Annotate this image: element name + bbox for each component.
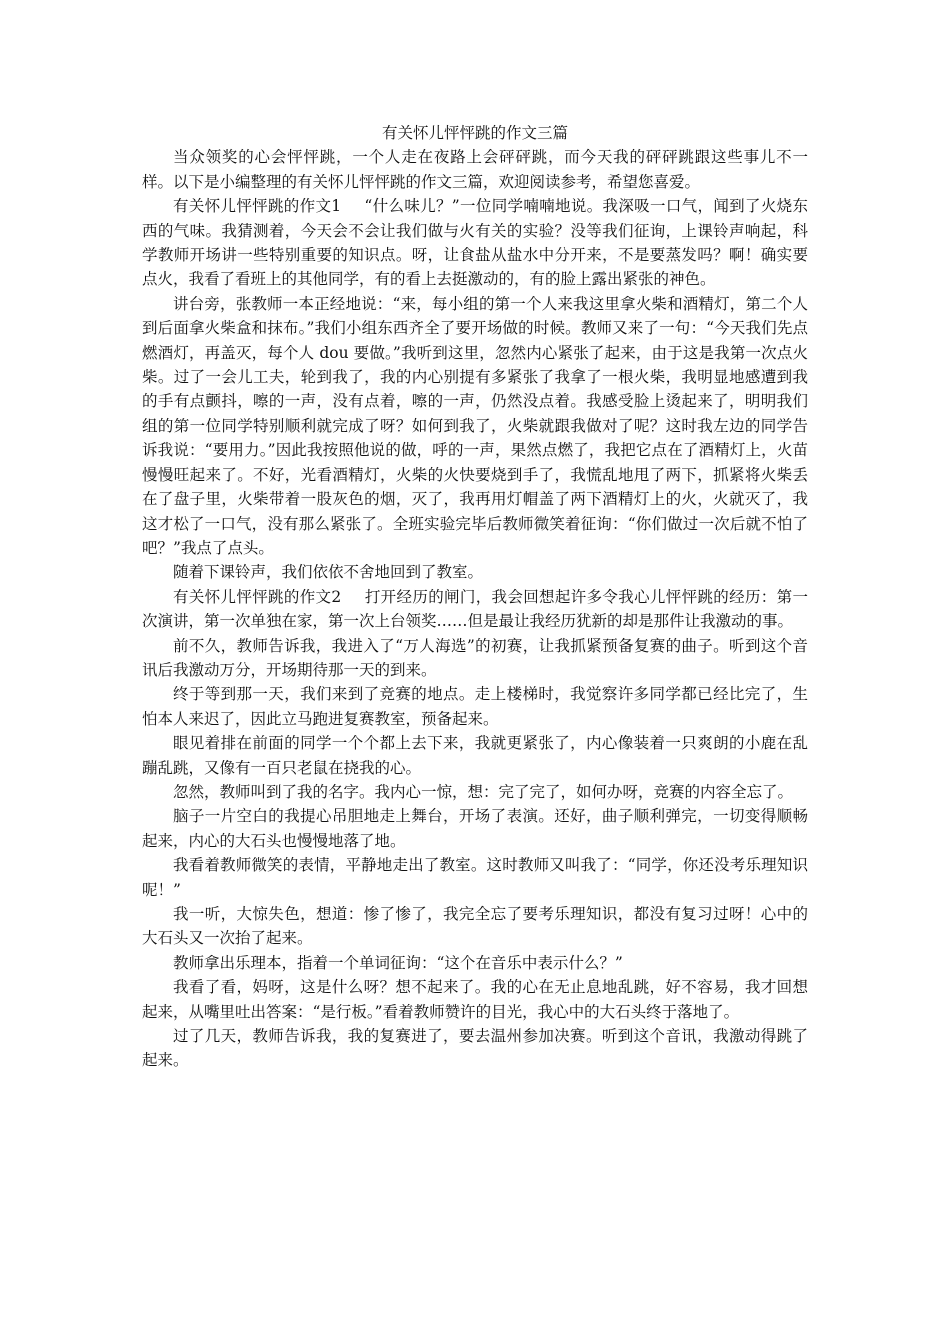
essay2-heading: 有关怀儿怦怦跳的作文2 (173, 587, 342, 606)
document-title: 有关怀儿怦怦跳的作文三篇 (381, 124, 568, 142)
essay1-paragraph: 随着下课铃声，我们依依不舍地回到了教室。 (173, 563, 484, 582)
essay2-paragraph: 眼见着排在前面的同学一个个都上去下来，我就更紧张了，内心像装着一只爽朗的小鹿在乱蹦乱跳，又像有一百只老鼠在挠我的心。 (142, 734, 808, 777)
essay1-opening-text: “什么味儿？”一位同学喃喃地说。我深吸一口气，闻到了火烧东西的气味。我猜测着，今天会不会让我们做与火有关的实验？没等我们征询，上课铃声响起，科学教师开场讲一些特别重要的知识点。呀，让食盐从盐水中分开来，不是要蒸发吗？啊！确实要点火，我看了看班上的其他同学，有的看上去挺激动的，有的脸上露出紧张的神色。 (142, 197, 808, 289)
essay2-opening-paragraph (142, 585, 808, 634)
essay2-paragraph: 前不久，教师告诉我，我进入了“万人海选”的初赛，让我抓紧预备复赛的曲子。听到这个音讯后我激动万分，开场期待那一天的到来。 (142, 636, 808, 679)
essay2-paragraph: 过了几天，教师告诉我，我的复赛进了，要去温州参加决赛。听到这个音讯，我激动得跳了起来。 (142, 1027, 808, 1070)
document-body (142, 121, 808, 1073)
essay2-paragraph: 我看了看，妈呀，这是什么呀？想不起来了。我的心在无止息地乱跳，好不容易，我才回想起来，从嘴里吐出答案：“是行板。”看着教师赞许的目光，我心中的大石头终于落地了。 (142, 978, 808, 1021)
essay2-paragraph: 我一听，大惊失色，想道：惨了惨了，我完全忘了要考乐理知识，都没有复习过呀！心中的大石头又一次抬了起来。 (142, 905, 808, 948)
essay2-paragraph: 教师拿出乐理本，指着一个单词征询：“这个在音乐中表示什么？” (173, 953, 623, 972)
essay2-paragraph: 忽然，教师叫到了我的名字。我内心一惊，想：完了完了，如何办呀，竞赛的内容全忘了。 (173, 782, 794, 801)
essay1-heading: 有关怀儿怦怦跳的作文1 (173, 197, 342, 216)
essay1-opening-paragraph (142, 194, 808, 292)
intro-paragraph: 当众领奖的心会怦怦跳，一个人走在夜路上会砰砰跳，而今天我的砰砰跳跟这些事儿不一样。以下是小编整理的有关怀儿怦怦跳的作文三篇，欢迎阅读参考，希望您喜爱。 (142, 148, 808, 191)
essay1-paragraph: 讲台旁，张教师一本正经地说：“来，每小组的第一个人来我这里拿火柴和酒精灯，第二个人到后面拿火柴盒和抹布。”我们小组东西齐全了要开场做的时候。教师又来了一句：“今天我们先点燃酒灯，再盖灭，每个人 dou 要做。”我听到这里，忽然内心紧张了起来，由于这是我第一次点火柴。过了一会儿工夫，轮到我了，我的内心别提有多紧张了我拿了一根火柴，我明显地感遭到我的手有点颤抖，嚓的一声，没有点着，嚓的一声，仍然没点着。我感受脸上烫起来了，明明我们组的第一位同学特别顺利就完成了呀？如何到我了，火柴就跟我做对了呢？这时我左边的同学告诉我说：“要用力。”因此我按照他说的做，呼的一声，果然点燃了，我把它点在了酒精灯上，火苗慢慢旺起来了。不好，光看酒精灯，火柴的火快要烧到手了，我慌乱地甩了两下，抓紧将火柴丢在了盘子里，火柴带着一股灰色的烟，灭了，我再用灯帽盖了两下酒精灯上的火，火就灭了，我这才松了一口气，没有那么紧张了。全班实验完毕后教师微笑着征询：“你们做过一次后就不怕了吧？”我点了点头。 (142, 294, 808, 557)
essay2-paragraph: 我看着教师微笑的表情，平静地走出了教室。这时教师又叫我了：“同学，你还没考乐理知识呢！” (142, 856, 808, 899)
essay2-paragraph: 脑子一片空白的我提心吊胆地走上舞台，开场了表演。还好，曲子顺利弹完，一切变得顺畅起来，内心的大石头也慢慢地落了地。 (142, 807, 808, 850)
essay2-paragraph: 终于等到那一天，我们来到了竞赛的地点。走上楼梯时，我觉察许多同学都已经比完了，生怕本人来迟了，因此立马跑进复赛教室，预备起来。 (142, 685, 808, 728)
essay2-opening-text: 打开经历的闸门，我会回想起许多令我心儿怦怦跳的经历：第一次演讲，第一次单独在家，第一次上台领奖……但是最让我经历犹新的却是那件让我激动的事。 (142, 587, 808, 631)
